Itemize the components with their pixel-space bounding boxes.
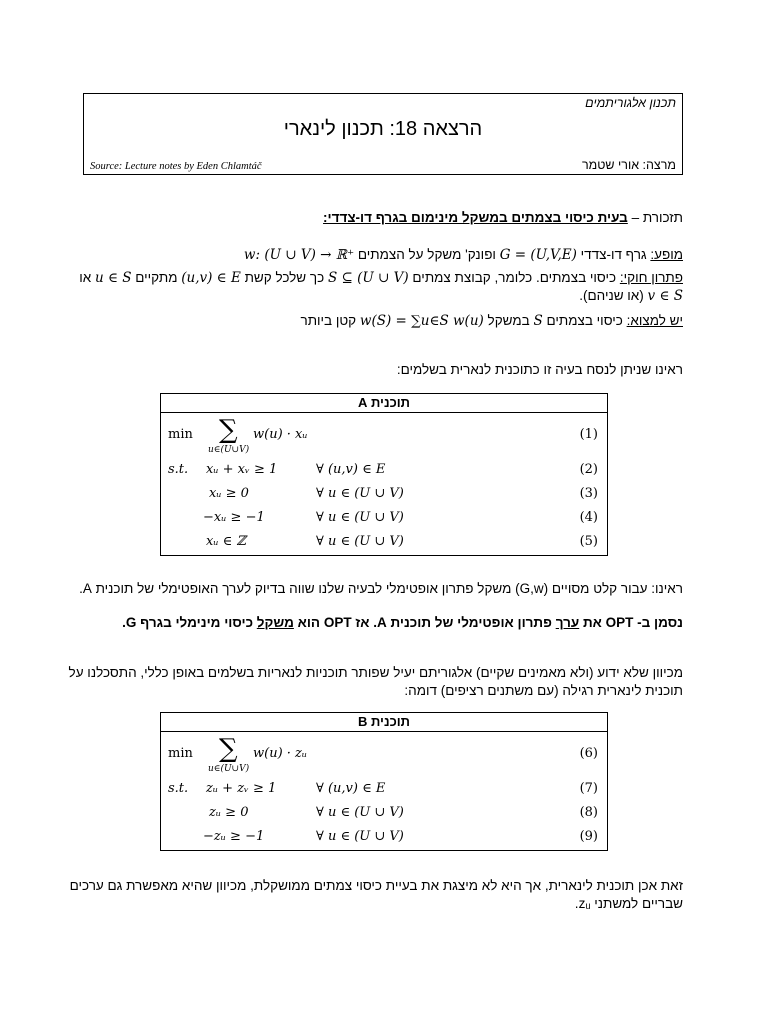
- sum-index: u∈(U∪V): [208, 764, 250, 774]
- constraint-row: [161, 459, 607, 483]
- instance-graph: G = (U,V,E): [499, 247, 577, 263]
- equation-number: (9): [579, 829, 598, 844]
- min-label: min: [168, 746, 193, 761]
- instance-label: מופע:: [650, 247, 683, 262]
- objective-expr: w(u) · xᵤ: [253, 427, 308, 442]
- source-note: Source: Lecture notes by Eden Chlamtáč: [90, 161, 262, 172]
- constraint-cond: ∀ u ∈ (U ∪ V): [316, 486, 404, 501]
- program-a-title: תוכנית A: [161, 394, 607, 413]
- constraint-cond: ∀ (u,v) ∈ E: [316, 462, 386, 477]
- constraint-row: [161, 483, 607, 507]
- find-text-c: קטן ביותר: [300, 313, 360, 328]
- constraint-expr: −xᵤ ≥ −1: [203, 510, 265, 525]
- equation-number: (5): [579, 534, 598, 549]
- solution-cond-u: u ∈ S: [95, 270, 132, 286]
- lecturer-name: מרצה: אורי שטמר: [582, 158, 676, 172]
- paragraph-relaxation-1: מכיוון שלא ידוע (ולא מאמינים שקיים) אלגוריתם יעיל שפותר תוכניות לנאריות בשלמים באופן כללי, התסכלנו על: [68, 665, 683, 680]
- program-b-objective: [161, 732, 607, 778]
- paragraph-equivalence: ראינו: עבור קלט מסויים (G,w) משקל פתרון אופטימלי לבעיה שלנו שווה בדיוק לערך האופטימלי של תוכנית A.: [79, 581, 683, 596]
- solution-line-1: [79, 269, 683, 287]
- solution-text-c: מתקיים: [131, 270, 182, 285]
- equation-number: (4): [579, 510, 598, 525]
- constraint-cond: ∀ u ∈ (U ∪ V): [316, 510, 404, 525]
- instance-line: [244, 246, 683, 264]
- lecture-header: [83, 93, 683, 175]
- intro-heading: בעית כיסוי בצמתים במשקל מינימום בגרף דו-צדדי:: [323, 210, 628, 225]
- equation-number: (7): [579, 781, 598, 796]
- constraint-cond: ∀ u ∈ (U ∪ V): [316, 829, 404, 844]
- solution-edge: (u,v) ∈ E: [181, 270, 241, 286]
- solution-line-2: [579, 287, 683, 305]
- opt-weight-word: משקל: [256, 615, 294, 630]
- opt-text-c: כיסוי מינימלי בגרף G.: [122, 615, 257, 630]
- opt-text-a: נסמן ב- OPT את: [579, 615, 683, 630]
- constraint-row: [161, 802, 607, 826]
- min-label: min: [168, 427, 193, 442]
- paragraph-opt-definition: [122, 614, 683, 632]
- lecture-title: הרצאה 18: תכנון לינארי: [283, 118, 483, 140]
- solution-text-d: או: [79, 270, 95, 285]
- sum-index: u∈(U∪V): [208, 445, 250, 455]
- equation-number: (8): [579, 805, 598, 820]
- sum-symbol: ∑: [219, 415, 238, 445]
- solution-set: S ⊆ (U ∪ V): [327, 270, 409, 286]
- constraint-row: [161, 778, 607, 802]
- constraint-expr: zᵤ + zᵥ ≥ 1: [206, 781, 277, 796]
- instance-text-a: גרף דו-צדדי: [576, 247, 651, 262]
- find-text-b: במשקל: [483, 313, 534, 328]
- equation-number: (3): [579, 486, 598, 501]
- constraint-expr: −zᵤ ≥ −1: [203, 829, 265, 844]
- find-text-a: כיסוי בצמתים: [542, 313, 627, 328]
- program-a-objective: [161, 413, 607, 459]
- equation-number: (2): [579, 462, 598, 477]
- st-label: s.t.: [168, 462, 189, 477]
- intro-prefix: תזכורת –: [627, 210, 683, 225]
- constraint-expr: zᵤ ≥ 0: [209, 805, 249, 820]
- opt-text-b: פתרון אופטימלי של תוכנית A. אז OPT הוא: [293, 615, 556, 630]
- solution-line2-text: (או שניהם).: [579, 288, 648, 303]
- find-line: [300, 312, 683, 330]
- constraint-expr: xᵤ ∈ ℤ: [206, 534, 246, 549]
- solution-label: פתרון חוקי:: [619, 270, 683, 285]
- sum-symbol: ∑: [219, 734, 238, 764]
- find-formula: w(S) = ∑u∈S w(u): [359, 313, 484, 329]
- constraint-cond: ∀ u ∈ (U ∪ V): [316, 805, 404, 820]
- constraint-expr: xᵤ ≥ 0: [209, 486, 249, 501]
- program-a-box: [160, 393, 608, 556]
- course-name: תכנון אלגוריתמים: [585, 96, 676, 110]
- equation-number: (1): [579, 427, 598, 442]
- program-b-box: [160, 712, 608, 851]
- solution-text-b: כך שלכל קשת: [240, 270, 328, 285]
- instance-weight: w: (U ∪ V) → ℝ⁺: [243, 247, 355, 263]
- paragraph-fractional-2: שבריים למשתני zᵤ.: [574, 896, 683, 911]
- paragraph-fractional-1: זאת אכן תוכנית לינארית, אך היא לא מיצגת את בעיית כיסוי צמתים ממושקלת, מכיוון שהיא מאפשרת גם ערכים: [69, 878, 683, 893]
- program-b-title: תוכנית B: [161, 713, 607, 732]
- st-label: s.t.: [168, 781, 189, 796]
- constraint-row: [161, 826, 607, 850]
- paragraph-relaxation-2: תוכנית לינארית רגילה (עם משתנים רציפים) דומה:: [404, 683, 683, 698]
- constraint-cond: ∀ u ∈ (U ∪ V): [316, 534, 404, 549]
- objective-expr: w(u) · zᵤ: [253, 746, 308, 761]
- constraint-cond: ∀ (u,v) ∈ E: [316, 781, 386, 796]
- equation-number: (6): [579, 746, 598, 761]
- find-label: יש למצוא:: [626, 313, 683, 328]
- constraint-row: [161, 507, 607, 531]
- opt-value-word: ערך: [555, 615, 580, 630]
- intro-line: [323, 209, 683, 227]
- constraint-expr: xᵤ + xᵥ ≥ 1: [206, 462, 278, 477]
- paragraph-ilp: ראינו שניתן לנסח בעיה זו כתוכנית לנארית בשלמים:: [396, 362, 683, 377]
- instance-text-b: ופונק' משקל על הצמתים: [354, 247, 500, 262]
- solution-cond-v: v ∈ S: [647, 288, 683, 304]
- solution-text-a: כיסוי בצמתים. כלומר, קבוצת צמתים: [408, 270, 620, 285]
- find-set: S: [533, 313, 543, 329]
- constraint-row: [161, 531, 607, 555]
